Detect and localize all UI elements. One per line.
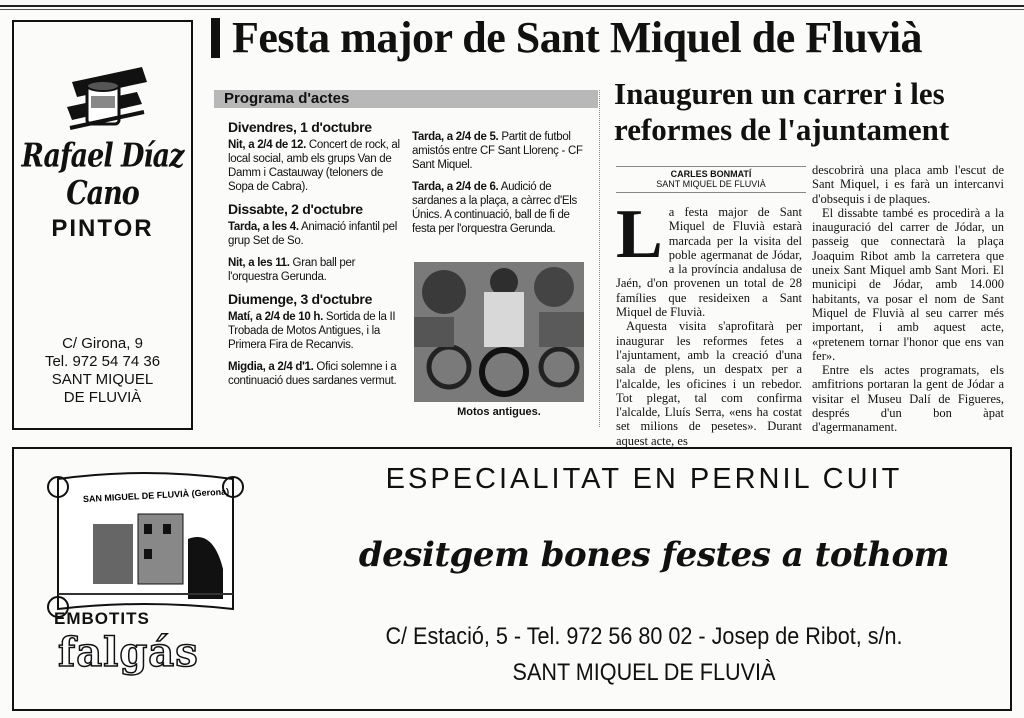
top-rule (0, 5, 1024, 7)
item-time: Tarda, a les 4. (228, 221, 299, 233)
painter-profession: PINTOR (51, 215, 154, 242)
painter-ad (12, 20, 193, 430)
article-paragraph: Aquesta visita s'aprofitarà per inaugurar les reformes fetes a l'ajuntament, amb la creació d'una sala de plens, un despatx per a l'alcalde, les oficines i un rebedor. Tot plegat, tal com confirma l'alcalde, Lluís Serra, «ens ha costat set milions de pesetes». Durant aquest acte, es (616, 319, 802, 448)
painter-town-2: DE FLUVIÀ (63, 389, 142, 406)
program-item (412, 180, 592, 236)
article-paragraph: Entre els actes programats, els amfitrions portaran la gent de Jódar a visitar el Museu Dalí de Figueres, després d'un bon àpat d'agermanament. (812, 363, 1004, 435)
headline-bar (211, 18, 220, 58)
brand-falgas: falgás (58, 629, 199, 676)
drop-cap: L (616, 196, 663, 273)
photo-caption: Motos antigues. (457, 406, 541, 418)
byline (616, 166, 806, 193)
program-item (228, 138, 404, 194)
item-text: Ofici solemne i a continuació dues sardanes vermut. (228, 361, 397, 387)
paint-bucket-icon (62, 62, 152, 137)
motorcycle-photo (414, 262, 584, 402)
program-title: Programa d'actes (214, 90, 598, 108)
program-item (228, 256, 404, 284)
item-time: Tarda, a 2/4 de 6. (412, 181, 499, 193)
motorcycle-image (414, 262, 584, 402)
article-paragraph: descobrirà una placa amb l'escut de Sant Miquel, i es farà un intercanvi d'obsequis i de plaques. (812, 163, 1004, 206)
item-text: Partit de futbol amistós entre CF Sant Llorenç - CF Sant Miquel. (412, 131, 583, 171)
item-time: Tarda, a 2/4 de 5. (412, 131, 499, 143)
ad-title: ESPECIALITAT EN PERNIL CUIT (385, 463, 903, 495)
painter-address: C/ Girona, 9 (62, 335, 143, 352)
article-subhead: Inauguren un carrer i les reformes de l'ajuntament (614, 76, 950, 147)
program-day-3: Diumenge, 3 d'octubre (228, 291, 373, 307)
item-text: Gran ball per l'orquestra Gerunda. (228, 257, 356, 283)
item-text: Concert de rock, al local social, amb els grups Van de Damm i Castauway (teloners de Sopa de Cabra). (228, 139, 400, 193)
article-column-1 (616, 196, 802, 448)
top-rule-thin (0, 9, 1024, 10)
program-item (412, 130, 592, 172)
ad-slogan: desitgem bones festes a tothom (358, 535, 950, 575)
item-text: Audició de sardanes a la plaça, a càrrec d'Els Únics. A continuació, ball de fi de festa per l'orquestra Gerunda. (412, 181, 577, 235)
painter-town-1: SANT MIQUEL (51, 371, 154, 388)
scroll-text: SAN MIGUEL DE FLUVIÀ (Gerona) (82, 486, 230, 505)
program-item (228, 220, 404, 248)
painter-signature: Rafael Díaz Cano (21, 137, 184, 213)
painter-contact (14, 335, 191, 407)
item-time: Nit, a 2/4 de 12. (228, 139, 306, 151)
byline-name: CARLES BONMATÍ (616, 166, 806, 179)
item-time: Nit, a les 11. (228, 257, 290, 269)
item-text: Animació infantil pel grup Set de So. (228, 221, 397, 247)
article-paragraph: El dissabte també es procedirà a la inauguració del carrer de Jódar, un passeig que connectarà la plaça Joaquim Ribot amb la carretera que uneix Sant Miquel amb Sant Mori. El municipi de Jódar, amb 14.000 habitants, va posar el nom de Sant Miquel de Fluvià al seu carrer més important, i amb aquest acte, «pretenem tornar l'honor que ens van fer». (812, 205, 1004, 363)
item-time: Migdia, a 2/4 d'1. (228, 361, 314, 373)
ad-town: SANT MIQUEL DE FLUVIÀ (512, 659, 776, 686)
program-box (214, 90, 600, 427)
item-time: Matí, a 2/4 de 10 h. (228, 311, 323, 323)
program-column-1 (228, 118, 404, 396)
program-column-2 (412, 130, 592, 244)
brand-embotits: EMBOTITS (54, 609, 150, 628)
article-column-2 (812, 163, 1004, 435)
program-item (228, 360, 404, 388)
painter-phone: Tel. 972 54 74 36 (44, 353, 161, 370)
ad-address: C/ Estació, 5 - Tel. 972 56 80 02 - Josep de Ribot, s/n. (385, 623, 903, 650)
item-text: Sortida de la II Trobada de Motos Antigues, i la Primera Fira de Recanvis. (228, 311, 396, 351)
program-day-1: Divendres, 1 d'octubre (228, 119, 372, 135)
article-paragraph: a festa major de Sant Miquel de Fluvià estarà marcada per la visita del poble agermanat de Jódar, a la província andalusa de Jaén, d'on provenen un total de 28 famílies que resideixen a Sant Miquel de Fluvià. (616, 205, 802, 320)
butcher-ad (12, 447, 1012, 711)
page-headline: Festa major de Sant Miquel de Fluvià (232, 13, 923, 62)
scroll-illustration (38, 469, 248, 629)
program-day-2: Dissabte, 2 d'octubre (228, 201, 363, 217)
program-item (228, 310, 404, 352)
byline-place: SANT MIQUEL DE FLUVIÀ (616, 179, 806, 193)
